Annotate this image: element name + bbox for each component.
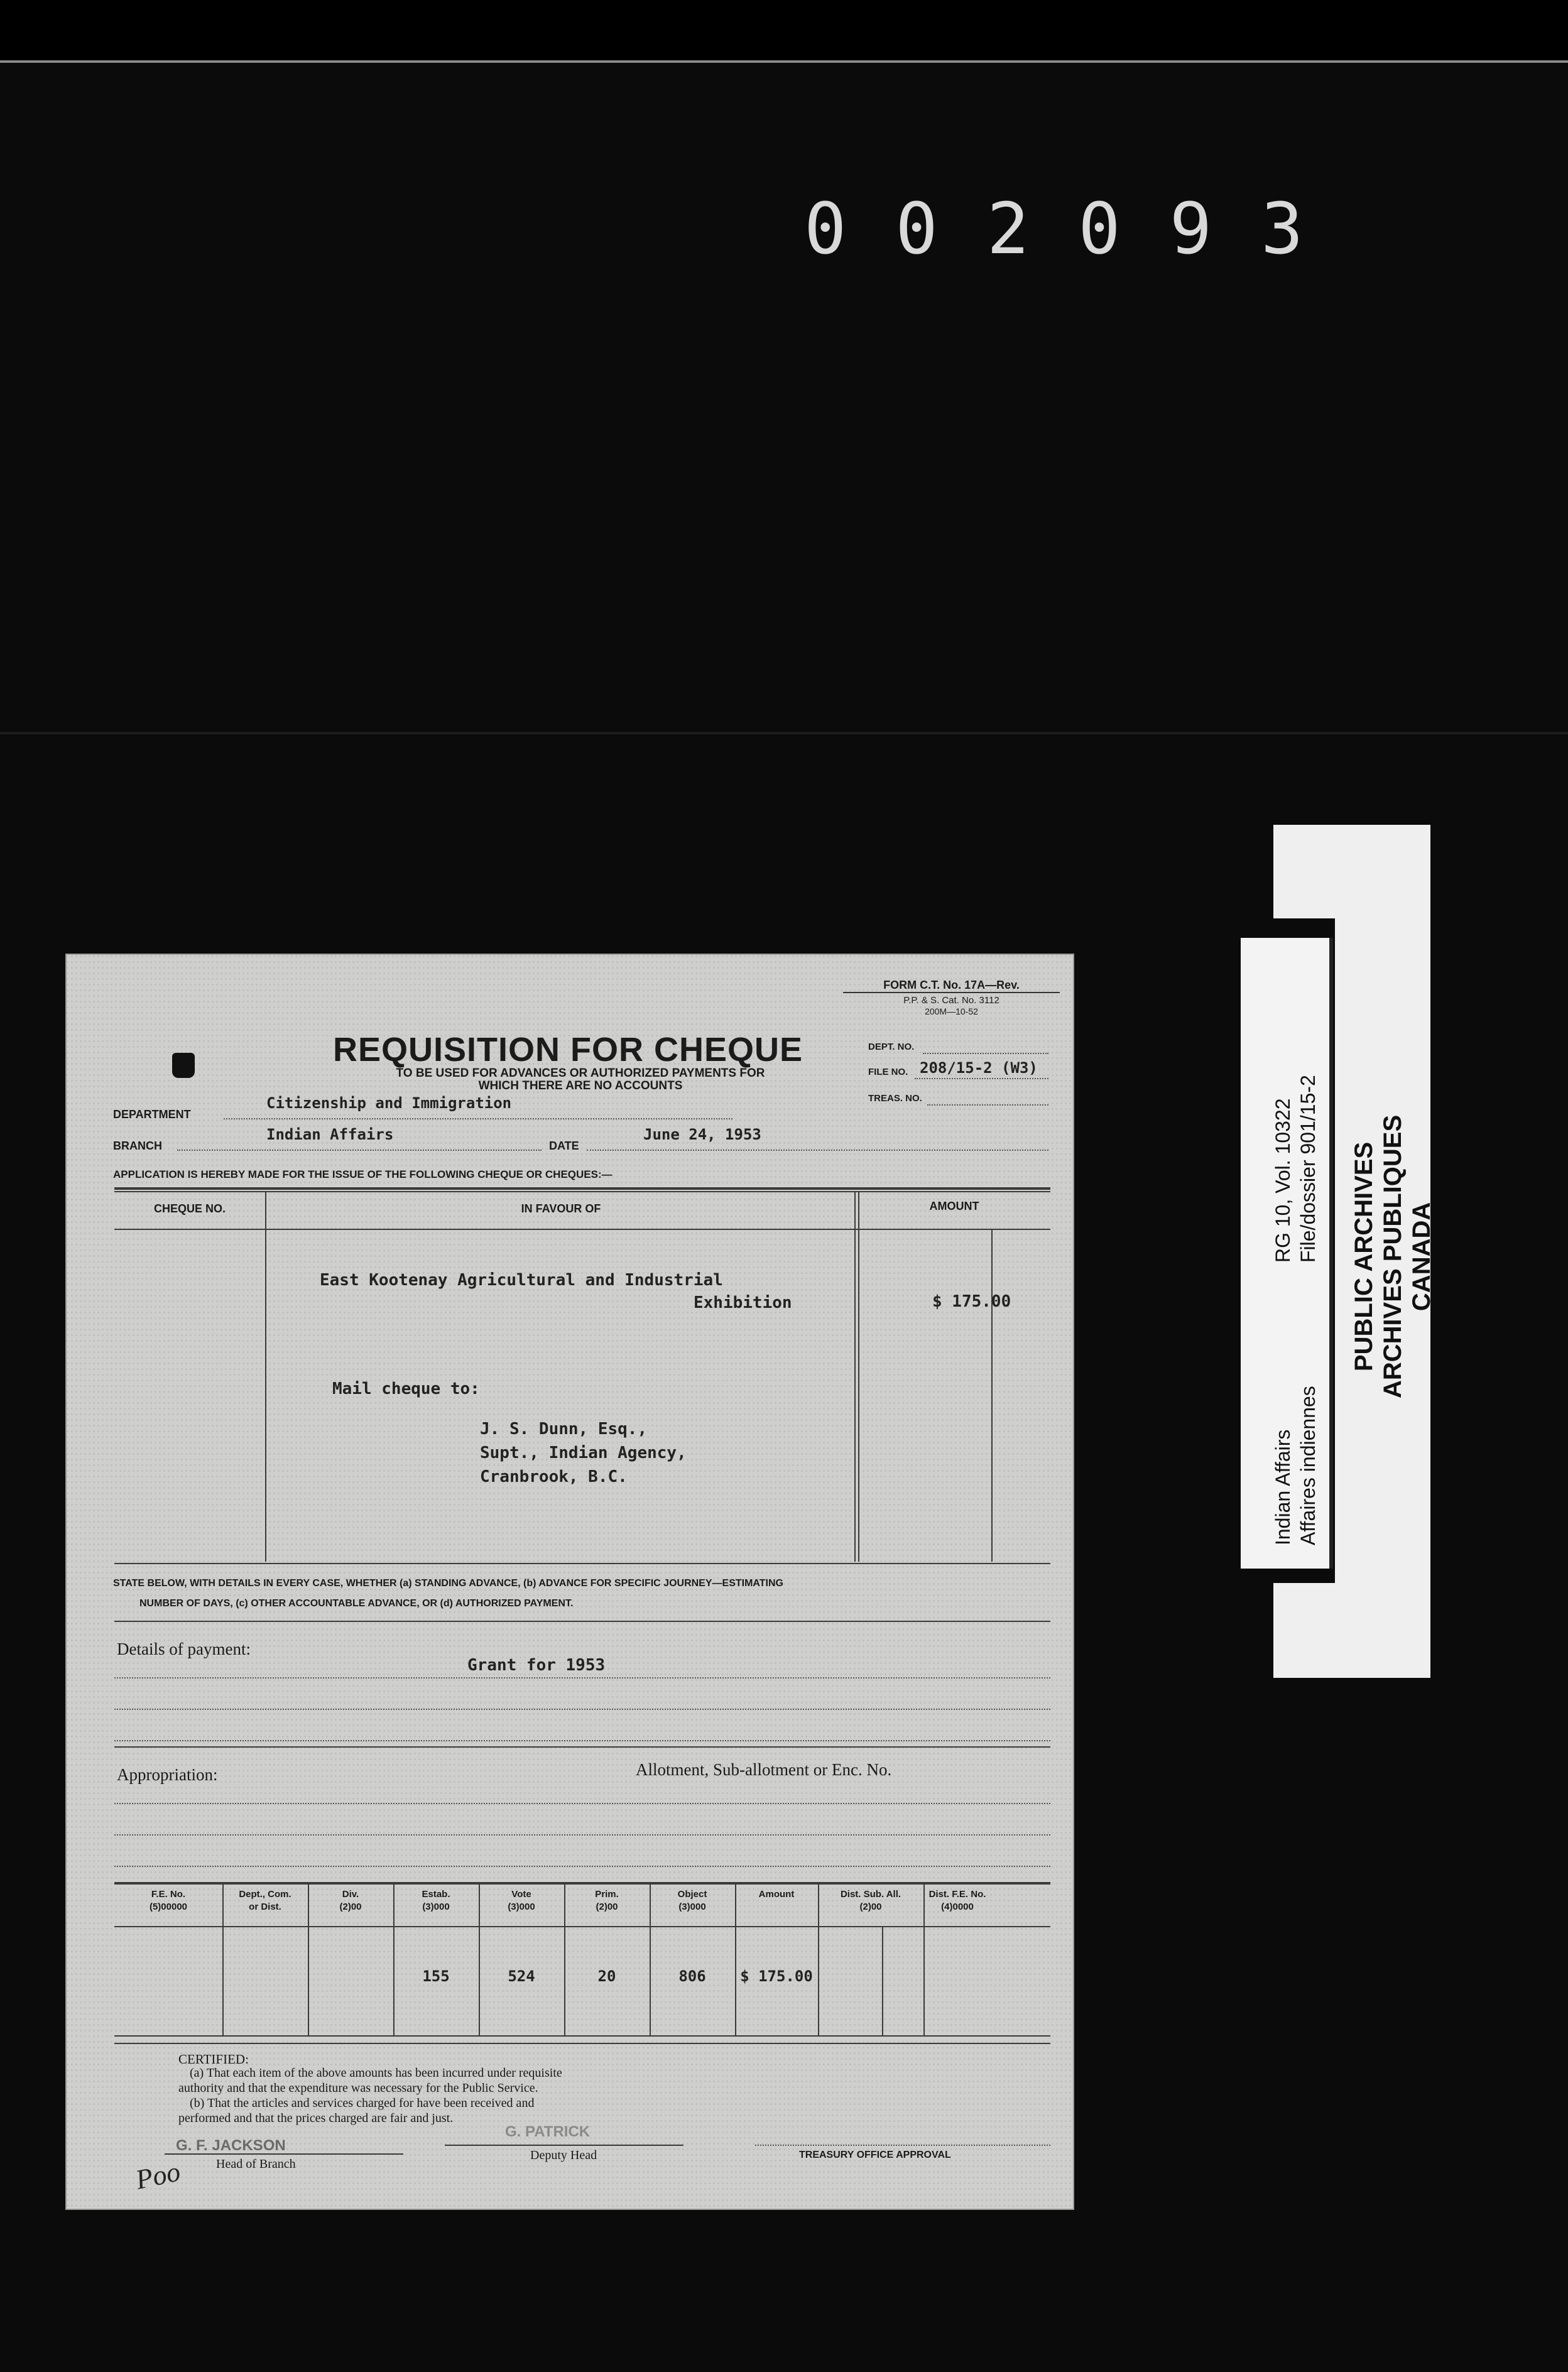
dept-no-line [923, 1053, 1048, 1054]
state-below-2: NUMBER OF DAYS, (c) OTHER ACCOUNTABLE ADVANCE, OR (d) AUTHORIZED PAYMENT. [139, 1598, 574, 1609]
date-label: DATE [549, 1140, 579, 1152]
state-below-1: STATE BELOW, WITH DETAILS IN EVERY CASE, WHETHER (a) STANDING ADVANCE, (b) ADVANCE FOR SPECIFIC JOURNEY—ESTIMATING [113, 1578, 783, 1589]
coding-header-9 [923, 1888, 991, 1913]
department-value: Citizenship and Immigration [266, 1094, 512, 1112]
branch-line [177, 1150, 542, 1151]
deputy-title: Deputy Head [530, 2148, 597, 2162]
payee-line-2: Exhibition [694, 1293, 792, 1312]
handwritten-initials: Poo [133, 2156, 183, 2195]
coding-grid-header-line [114, 1926, 1050, 1927]
amount-value: $ 175.00 [932, 1292, 1011, 1311]
coding-header-label: Estab. [422, 1889, 450, 1900]
head-name-stamp: G. F. JACKSON [176, 2137, 286, 2154]
form-number: FORM C.T. No. 17A—Rev. [843, 979, 1060, 993]
coding-header-format: (5)00000 [149, 1901, 188, 1912]
state-below-line [114, 1621, 1050, 1622]
certified-line-a2: authority and that the expenditure was necessary for the Public Service. [178, 2081, 538, 2095]
coding-header-2 [308, 1888, 393, 1913]
coding-header-format: or Dist. [249, 1901, 281, 1912]
coding-header-1 [222, 1888, 308, 1913]
col-in-favour-of: IN FAVOUR OF [521, 1202, 601, 1215]
head-signature-line [165, 2153, 403, 2155]
coding-header-label: Dist. F.E. No. [928, 1889, 986, 1900]
coding-header-label: Prim. [595, 1889, 619, 1900]
appropriation-label: Appropriation: [117, 1765, 218, 1784]
appropriation-line-2 [114, 1834, 1050, 1836]
coding-grid-bottom [114, 2035, 1050, 2037]
coding-header-3 [393, 1888, 479, 1913]
coding-header-format: (2)00 [859, 1901, 882, 1912]
cheque-table-header-line [114, 1229, 1050, 1230]
coding-value-4: 524 [508, 1967, 535, 1985]
coding-col-divider [222, 1883, 224, 2035]
coding-header-format: (2)00 [339, 1901, 362, 1912]
cheque-table-top [114, 1187, 1050, 1190]
details-bottom-line [114, 1746, 1050, 1748]
coding-col-divider [564, 1883, 565, 2035]
archive-label-dept [1270, 1386, 1320, 1545]
requisition-form [65, 954, 1074, 2210]
treasury-signature-line [755, 2145, 1050, 2146]
coding-header-label: Object [677, 1889, 707, 1900]
film-edge-line [0, 60, 1568, 63]
coding-value-7: $ 175.00 [740, 1967, 813, 1985]
cheque-table-bottom [114, 1563, 1050, 1564]
cheque-col-divider-1 [265, 1192, 266, 1562]
label-text-affaires-indiennes: Affaires indiennes [1297, 1386, 1319, 1545]
coding-header-7 [735, 1888, 818, 1901]
branch-value: Indian Affairs [266, 1126, 394, 1143]
certified-text [178, 2065, 562, 2126]
appropriation-line-3 [114, 1866, 1050, 1867]
coding-header-format: (4)0000 [941, 1901, 974, 1912]
film-divider [0, 732, 1568, 734]
coding-header-label: Amount [758, 1889, 795, 1900]
film-top-band [0, 0, 1568, 60]
details-line-1 [114, 1677, 1050, 1678]
coding-header-8 [818, 1888, 923, 1913]
crown-emblem-icon [172, 1053, 195, 1078]
details-line-2 [114, 1709, 1050, 1710]
file-no-value: 208/15-2 (W3) [920, 1059, 1038, 1077]
coding-value-6: 806 [678, 1967, 706, 1985]
coding-col-divider [393, 1883, 395, 2035]
certified-line-b: (b) That the articles and services charged for have been received and [190, 2096, 535, 2110]
file-no-line [915, 1078, 1048, 1079]
frame-number: 002093 [804, 188, 1353, 270]
label-title-en: PUBLIC ARCHIVES [1350, 1141, 1378, 1372]
mail-address-1: J. S. Dunn, Esq., [480, 1420, 648, 1439]
coding-value-5: 20 [597, 1967, 616, 1985]
certified-line-b2: performed and that the prices charged are fair and just. [178, 2111, 454, 2125]
coding-header-format: (3)000 [508, 1901, 535, 1912]
form-subtitle-1: TO BE USED FOR ADVANCES OR AUTHORIZED PAYMENTS FOR [396, 1067, 765, 1080]
label-title-fr: ARCHIVES PUBLIQUES [1379, 1114, 1407, 1398]
details-line-3 [114, 1740, 1050, 1741]
coding-header-format: (3)000 [678, 1901, 706, 1912]
coding-header-0 [114, 1888, 222, 1913]
date-value: June 24, 1953 [643, 1126, 761, 1143]
head-title: Head of Branch [216, 2157, 296, 2171]
coding-col-divider [735, 1883, 736, 2035]
coding-value-3: 155 [422, 1967, 450, 1985]
certified-top-line [114, 2043, 1050, 2044]
department-line [224, 1118, 732, 1119]
deputy-name-stamp: G. PATRICK [505, 2123, 591, 2140]
coding-header-label: Div. [342, 1889, 359, 1900]
cheque-table-top-2 [114, 1191, 1050, 1192]
coding-header-format: (3)000 [422, 1901, 450, 1912]
col-amount: AMOUNT [929, 1200, 979, 1212]
label-text-indian-affairs: Indian Affairs [1271, 1429, 1294, 1545]
coding-col-divider [923, 1883, 925, 2035]
treasury-title: TREASURY OFFICE APPROVAL [799, 2150, 951, 2160]
certified-title: CERTIFIED: [178, 2052, 249, 2067]
coding-header-6 [650, 1888, 735, 1913]
coding-col-divider [650, 1883, 651, 2035]
cheque-col-divider-2 [854, 1192, 856, 1562]
payee-line-1: East Kootenay Agricultural and Industrial [320, 1271, 723, 1290]
mail-address-2: Supt., Indian Agency, [480, 1444, 687, 1462]
details-value: Grant for 1953 [467, 1656, 606, 1675]
certified-line-a: (a) That each item of the above amounts has been incurred under requisite [190, 2066, 562, 2080]
col-cheque-no: CHEQUE NO. [153, 1202, 226, 1215]
coding-header-label: F.E. No. [151, 1889, 186, 1900]
archive-label-title [1349, 1115, 1436, 1398]
date-line [587, 1150, 1048, 1151]
cheque-cents-divider [991, 1229, 993, 1562]
form-subtitle-2: WHICH THERE ARE NO ACCOUNTS [478, 1079, 683, 1092]
label-title-country: CANADA [1408, 1202, 1435, 1312]
details-label: Details of payment: [117, 1640, 251, 1658]
branch-label: BRANCH [113, 1140, 162, 1152]
dept-no-label: DEPT. NO. [868, 1042, 915, 1052]
coding-header-label: Dist. Sub. All. [840, 1889, 901, 1900]
deputy-signature-line [445, 2145, 683, 2146]
form-print-run: 200M—10-52 [925, 1006, 978, 1016]
coding-header-label: Dept., Com. [239, 1889, 291, 1900]
label-text-file: File/dossier 901/15-2 [1297, 1075, 1319, 1263]
mail-label: Mail cheque to: [332, 1379, 480, 1398]
form-cat-no: P.P. & S. Cat. No. 3112 [903, 995, 999, 1006]
mail-address-3: Cranbrook, B.C. [480, 1467, 628, 1486]
coding-grid-top [114, 1882, 1050, 1885]
coding-header-label: Vote [511, 1889, 531, 1900]
coding-header-format: (2)00 [596, 1901, 618, 1912]
coding-col-divider [818, 1883, 819, 2035]
treas-no-line [927, 1104, 1048, 1106]
coding-header-5 [564, 1888, 650, 1913]
coding-header-4 [479, 1888, 564, 1913]
label-text-rg: RG 10, Vol. 10322 [1271, 1098, 1294, 1263]
coding-col-divider [479, 1883, 480, 2035]
coding-col-divider [308, 1883, 309, 2035]
archive-label-reference [1270, 1075, 1320, 1263]
appropriation-line-1 [114, 1803, 1050, 1804]
department-label: DEPARTMENT [113, 1108, 191, 1121]
application-text: APPLICATION IS HEREBY MADE FOR THE ISSUE OF THE FOLLOWING CHEQUE OR CHEQUES:— [113, 1168, 612, 1180]
file-no-label: FILE NO. [868, 1067, 908, 1077]
form-title: REQUISITION FOR CHEQUE [332, 1031, 803, 1069]
coding-cents-divider [882, 1927, 883, 2035]
cheque-col-divider-2b [858, 1192, 859, 1562]
treas-no-label: TREAS. NO. [868, 1093, 922, 1104]
allotment-label: Allotment, Sub-allotment or Enc. No. [636, 1760, 892, 1779]
